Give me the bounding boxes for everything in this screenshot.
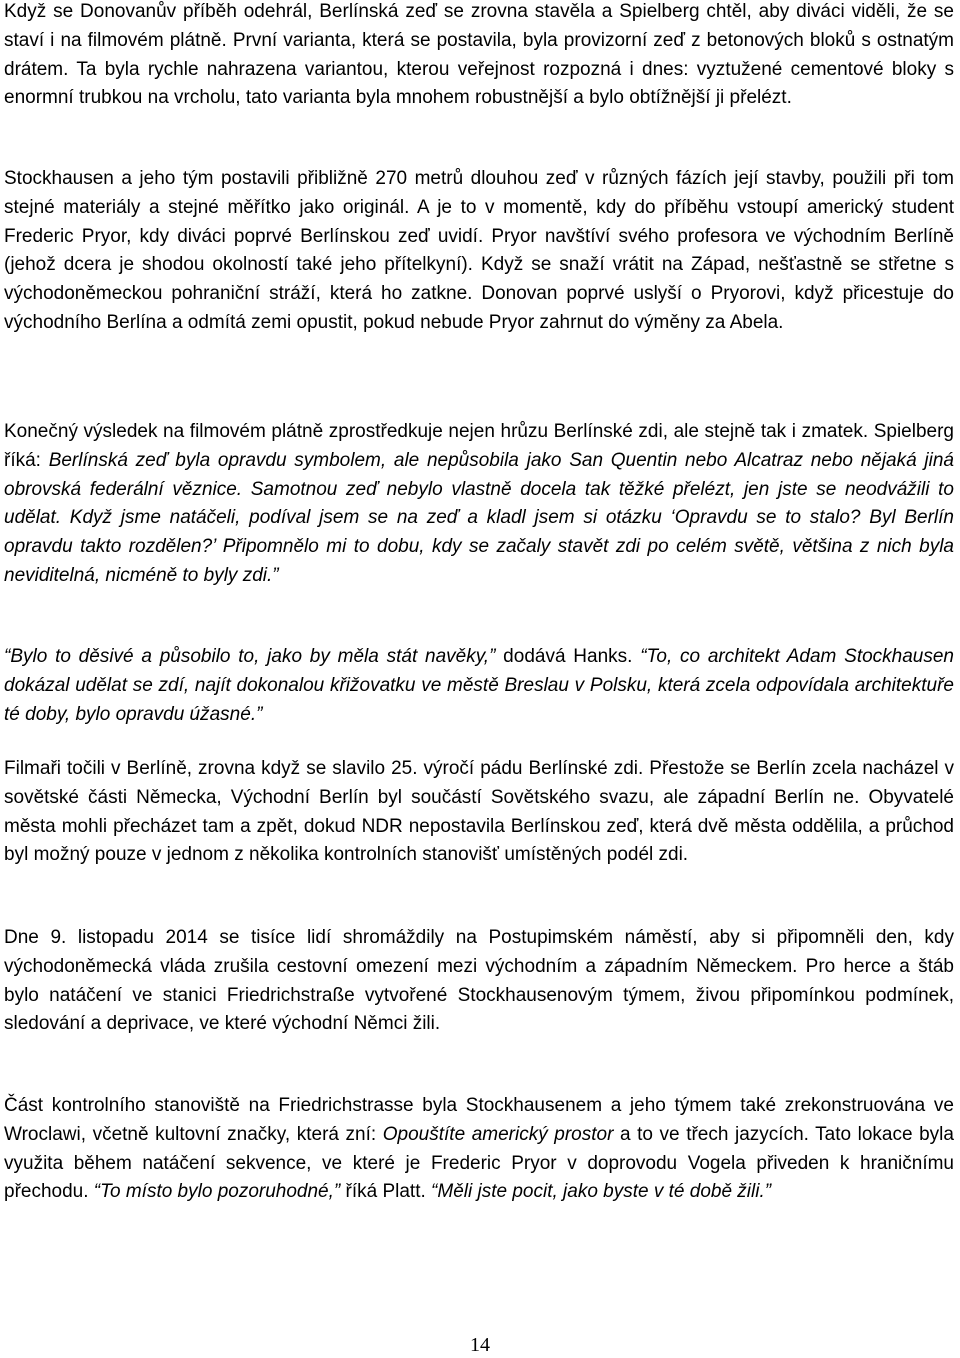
paragraph <box>4 165 954 338</box>
paragraph-text: Dne 9. listopadu 2014 se tisíce lidí shromáždily na Postupimském náměstí, aby si připomněli den, kdy východoněmecká vláda zrušila cestovní omezení mezi východním a západním Německem. Pro herce a štáb bylo natáčení ve stanici Friedrichstraße vytvořené Stockhausenovým týmem, živou připomínkou podmínek, sledování a deprivace, ve které východní Němci žili. <box>4 927 954 1035</box>
paragraph-text: a to ve třech jazycích. Tato lokace byla využita během natáčení sekvence, ve které je Frederic Pryor v doprovodu Vogela přiveden k hraničnímu přechodu. <box>4 1123 954 1203</box>
paragraph-text: Filmaři točili v Berlíně, zrovna když se slavilo 25. výročí pádu Berlínské zdi. Přestože se Berlín zcela nacházel v sovětské části Německa, Východní Berlín byl součástí Sovětského svazu, ale západní Berlín ne. Obyvatelé města mohli přecházet tam a zpět, dokud NDR nepostavila Berlínskou zeď, která dvě města oddělila, a průchod byl možný pouze v jednom z několika kontrolních stanovišť umístěných podél zdi. <box>4 758 954 866</box>
paragraph-hanks-quote <box>4 643 954 729</box>
quote-text: “Měli jste pocit, jako byste v té době žili.” <box>431 1181 772 1203</box>
page-number: 14 <box>470 1334 490 1356</box>
paragraph-text: dodává Hanks. <box>495 646 641 667</box>
paragraph-text: Konečný výsledek na filmovém plátně zprostředkuje nejen hrůzu Berlínské zdi, ale stejně tak i zmatek. Spielberg říká: <box>4 421 954 471</box>
quote-text: “Bylo to děsivé a působilo to, jako by měla stát navěky,” <box>4 646 496 667</box>
paragraph-spielberg-quote <box>4 418 954 591</box>
quote-text: Berlínská zeď byla opravdu symbolem, ale nepůsobila jako San Quentin nebo Alcatraz nebo nějaká jiná obrovská federální věznice. Samotnou zeď nebylo vlastně docela tak těžké přelézt, jen jste se neodvážili to udělat. Když jsme natáčeli, podíval jsem se na zeď a kladl jsem si otázku ‘Opravdu se to stalo? Byl Berlín opravdu takto rozdělen?’ Připomnělo mi to dobu, kdy se začaly stavět zdi po celém světě, většina z nich byla neviditelná, nicméně to byly zdi.” <box>4 449 954 586</box>
paragraph <box>4 924 954 1039</box>
paragraph <box>4 0 954 113</box>
quote-text: “To místo bylo pozoruhodné,” <box>93 1181 341 1203</box>
quote-text: “To, co architekt Adam Stockhausen dokázal udělat se zdí, najít dokonalou křižovatku ve městě Breslau v Polsku, která zcela odpovídala architektuře té doby, bylo opravdu úžasné.” <box>4 646 954 725</box>
paragraph <box>4 755 954 870</box>
paragraph-text: říká Platt. <box>340 1181 432 1203</box>
paragraph-checkpoint <box>4 1092 954 1207</box>
paragraph-text: Stockhausen a jeho tým postavili přibližně 270 metrů dlouhou zeď v různých fázích její stavby, použili při tom stejné materiály a stejné měřítko jako originál. A je to v momentě, kdy do příběhu vstoupí americký student Frederic Pryor, kdy diváci poprvé Berlínskou zeď uvidí. Pryor navštíví svého profesora ve východním Berlíně (jehož dcera je shodou okolností také jeho přítelkyní). Když se snaží vrátit na Západ, nešťastně se střetne s východoněmeckou pohraniční stráží, která ho zatkne. Donovan poprvé uslyší o Pryorovi, když přicestuje do východního Berlína a odmítá zemi opustit, pokud nebude Pryor zahrnut do výměny za Abela. <box>4 168 954 333</box>
sign-text: Opouštíte americký prostor <box>382 1123 614 1145</box>
paragraph-text: Část kontrolního stanoviště na Friedrichstrasse byla Stockhausenem a jeho týmem také zrekonstruována ve Wroclawi, včetně kultovní značky, která zní: <box>4 1095 954 1145</box>
paragraph-text: Když se Donovanův příběh odehrál, Berlínská zeď se zrovna stavěla a Spielberg chtěl, aby diváci viděli, že se staví i na filmovém plátně. První varianta, která se postavila, byla provizorní zeď z betonových bloků s ostnatým drátem. Ta byla rychle nahrazena variantou, kterou veřejnost rozpozná i dnes: vyztužené cementové bloky s enormní trubkou na vrcholu, tato varianta byla mnohem robustnější a bylo obtížnější ji přelézt. <box>4 1 954 109</box>
